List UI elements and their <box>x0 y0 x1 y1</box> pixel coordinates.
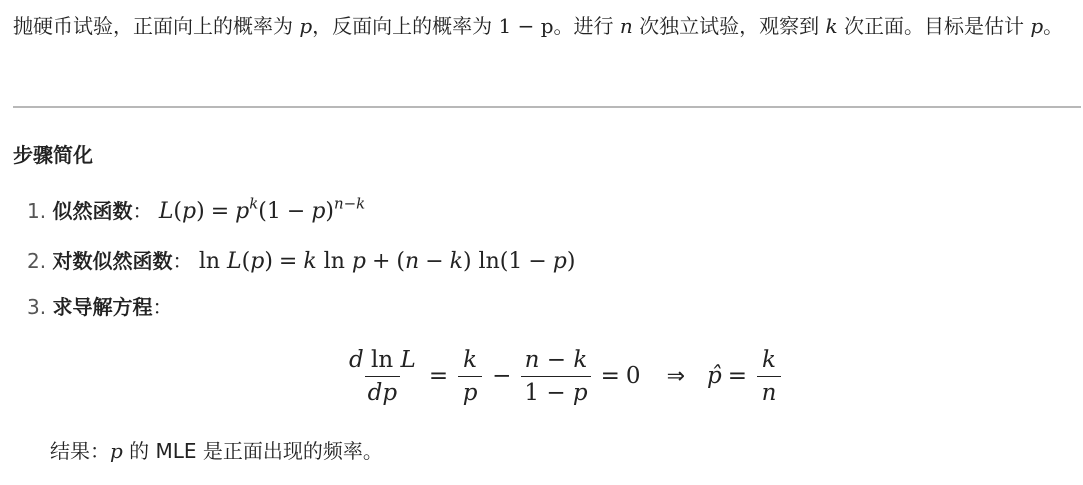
intro-text: 。 <box>1043 14 1064 38</box>
math-var-p: p <box>1030 14 1044 38</box>
intro-text: 抛硬币试验，正面向上的概率为 <box>13 14 300 38</box>
result-text: 的 MLE 是正面出现的频率。 <box>122 439 383 463</box>
math-var-p: p <box>110 439 123 463</box>
section-heading: 步骤简化 <box>13 143 93 167</box>
fraction-k-over-n: $\frac{k}{n}$ <box>757 347 781 406</box>
derivative-equation: $\frac{\text{d ln L}}{dp}$ = $\frac{k}{p}$ − $\frac{n - k}{1 - p}$ = 0 ⇒ p̂ = $\frac{k}{n}$ <box>342 342 785 410</box>
step-label: 求导解方程 <box>52 295 153 319</box>
implies-arrow: ⇒ <box>666 363 685 389</box>
fraction-dlnL-dp: $\frac{\text{d ln L}}{dp}$ <box>349 346 416 406</box>
step-number: 1. <box>27 199 47 223</box>
step-derivative <box>27 292 172 322</box>
result-prefix: 结果： <box>50 439 110 463</box>
step-separator: ： <box>172 249 193 273</box>
fraction-n-k-over-1-p: $\frac{n - k}{1 - p}$ <box>521 347 590 406</box>
math-expr-one-minus-p: 1 − p <box>498 14 554 38</box>
likelihood-formula: $L(p) = p^k(1 - p)^{n-k}$ <box>158 194 366 224</box>
log-likelihood-formula: ln L(p) = k ln p + (n − k) ln(1 − p) <box>198 249 576 274</box>
step-number: 3. <box>27 295 47 319</box>
math-var-p: p <box>299 14 313 38</box>
step-separator: ： <box>132 199 153 223</box>
step-separator: ： <box>152 295 173 319</box>
math-var-k: k <box>825 14 838 38</box>
result-line <box>50 436 383 466</box>
step-number: 2. <box>27 249 47 273</box>
intro-text: 。进行 <box>553 14 620 38</box>
problem-statement <box>13 6 1073 46</box>
intro-text: 次独立试验，观察到 <box>632 14 826 38</box>
step-log-likelihood <box>27 246 575 277</box>
step-label: 对数似然函数 <box>52 249 173 273</box>
step-likelihood <box>27 196 365 227</box>
fraction-k-over-p: $\frac{k}{p}$ <box>458 347 482 406</box>
step-label: 似然函数 <box>52 199 133 223</box>
math-var-n: n <box>619 14 633 38</box>
horizontal-divider <box>13 106 1081 108</box>
intro-text: ，反面向上的概率为 <box>312 14 499 38</box>
intro-text: 次正面。目标是估计 <box>837 14 1031 38</box>
